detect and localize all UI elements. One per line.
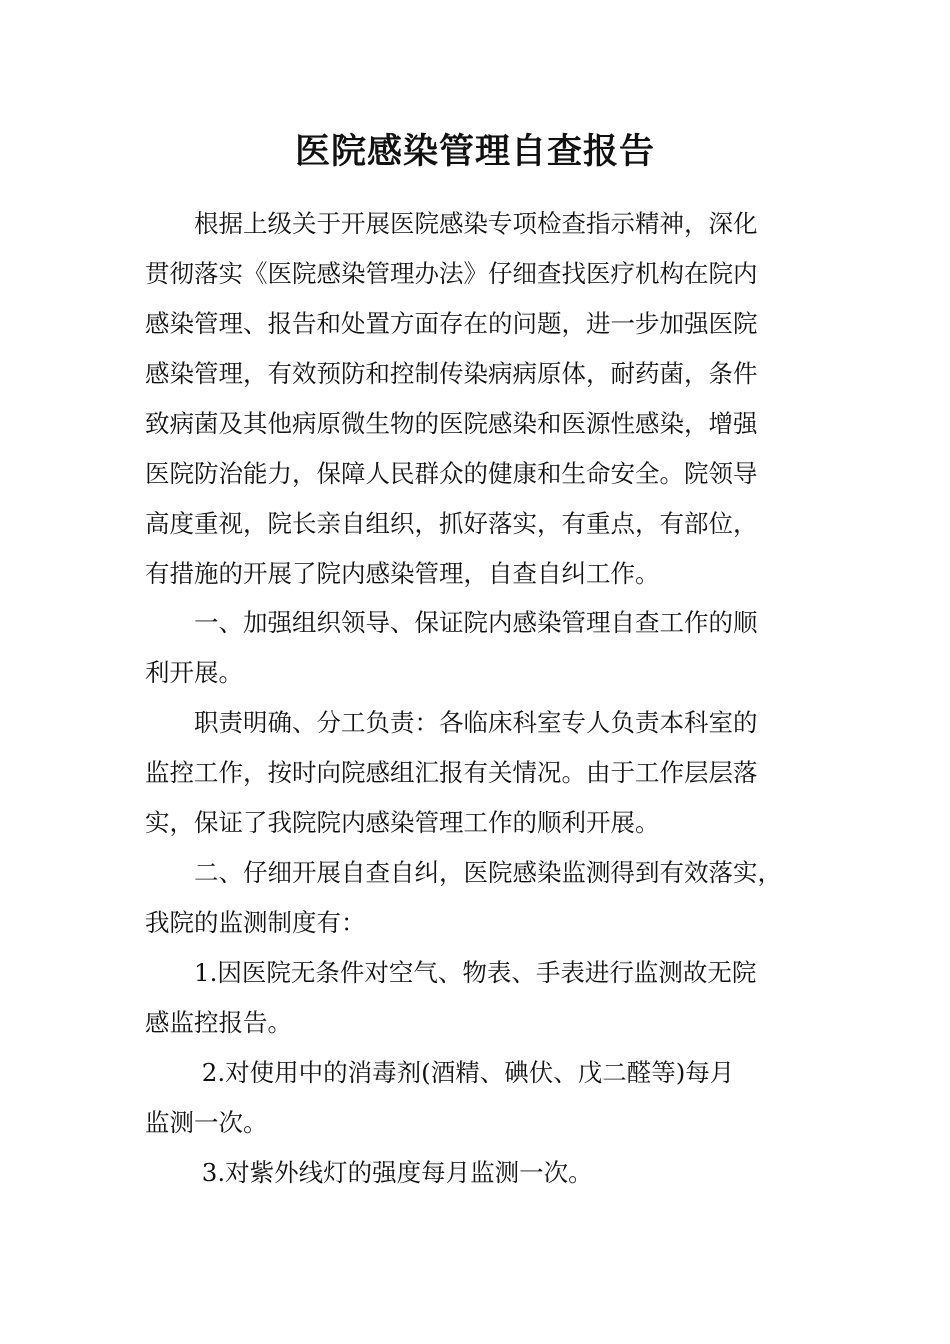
body-line: 感染管理、报告和处置方面存在的问题，进一步加强医院 <box>145 309 758 338</box>
list-item-line: 监测一次。 <box>145 1108 268 1137</box>
section-heading-line: 利开展。 <box>145 658 243 687</box>
body-line: 有措施的开展了院内感染管理，自查自纠工作。 <box>145 559 660 588</box>
body-line: 高度重视，院长亲自组织，抓好落实，有重点，有部位， <box>145 509 758 538</box>
body-line: 监控工作，按时向院感组汇报有关情况。由于工作层层落 <box>145 758 758 787</box>
section-heading-line: 一、加强组织领导、保证院内感染管理自查工作的顺 <box>145 608 758 637</box>
list-item-line: 感监控报告。 <box>145 1008 292 1037</box>
list-item-line: 3.对紫外线灯的强度每月监测一次。 <box>145 1158 593 1187</box>
body-line: 根据上级关于开展医院感染专项检查指示精神，深化 <box>145 209 758 238</box>
body-line: 职责明确、分工负责：各临床科室专人负责本科室的 <box>145 708 758 737</box>
list-item-line: 1.因医院无条件对空气、物表、手表进行监测故无院 <box>145 958 757 987</box>
body-line: 医院防治能力，保障人民群众的健康和生命安全。院领导 <box>145 459 758 488</box>
body-line: 致病菌及其他病原微生物的医院感染和医源性感染，增强 <box>145 409 758 438</box>
body-line: 实，保证了我院院内感染管理工作的顺利开展。 <box>145 808 660 837</box>
body-line: 感染管理，有效预防和控制传染病病原体，耐药菌，条件 <box>145 359 758 388</box>
section-heading-line: 二、仔细开展自查自纠，医院感染监测得到有效落实， <box>145 858 782 887</box>
body-line: 贯彻落实《医院感染管理办法》仔细查找医疗机构在院内 <box>145 259 758 288</box>
document-title: 医院感染管理自查报告 <box>294 131 655 172</box>
list-item-line: 2.对使用中的消毒剂(酒精、碘伏、戊二醛等)每月 <box>145 1058 735 1087</box>
body-line: 我院的监测制度有： <box>145 908 366 937</box>
